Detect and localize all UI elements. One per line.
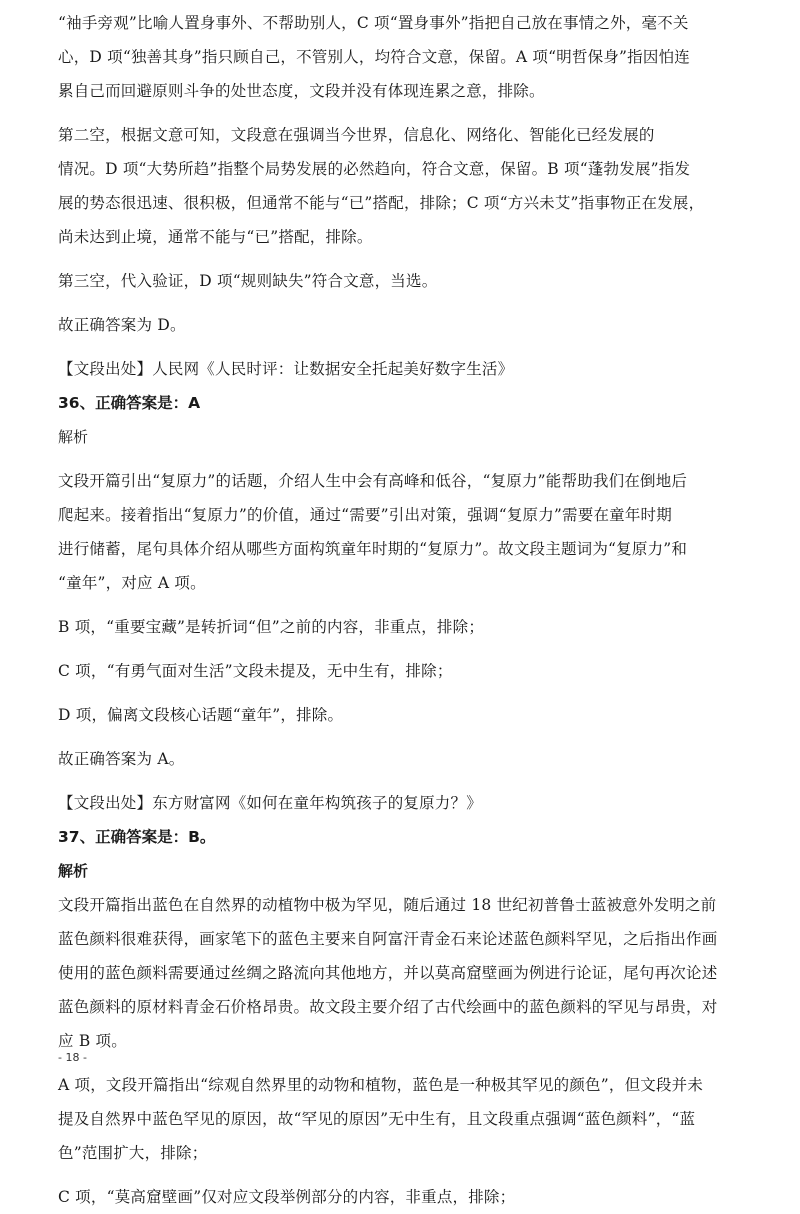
question-36-heading: 36、正确答案是：A — [58, 394, 201, 412]
text-line: 文段开篇指出蓝色在自然界的动植物中极为罕见，随后通过 18 世纪初普鲁士蓝被意外发明之前 — [58, 896, 717, 914]
question-36-option-d: D 项，偏离文段核心话题“童年”，排除。 — [58, 706, 344, 724]
source-35: 【文段出处】人民网《人民时评：让数据安全托起美好数字生活》 — [58, 360, 514, 378]
text-line: 情况。D 项“大势所趋”指整个局势发展的必然趋向，符合文意，保留。B 项“蓬勃发展”指发 — [58, 160, 691, 178]
question-37-analysis — [58, 888, 760, 1058]
page-number: - 18 - — [58, 1051, 87, 1064]
text-line: 应 B 项。 — [58, 1032, 127, 1050]
paragraph-second-blank-analysis — [58, 118, 760, 254]
question-37-option-a — [58, 1068, 760, 1170]
text-line: A 项，文段开篇指出“综观自然界里的动物和植物，蓝色是一种极其罕见的颜色”，但文段并未 — [58, 1076, 704, 1094]
text-line: “袖手旁观”比喻人置身事外、不帮助别人，C 项“置身事外”指把自己放在事情之外，毫不关 — [58, 14, 689, 32]
answer-35: 故正确答案为 D。 — [58, 316, 186, 334]
text-line: 第二空，根据文意可知，文段意在强调当今世界，信息化、网络化、智能化已经发展的 — [58, 126, 655, 144]
paragraph-first-blank-analysis — [58, 6, 760, 108]
text-line: 进行储蓄，尾句具体介绍从哪些方面构筑童年时期的“复原力”。故文段主题词为“复原力”和 — [58, 540, 688, 558]
answer-36: 故正确答案为 A。 — [58, 750, 185, 768]
text-line: “童年”，对应 A 项。 — [58, 574, 206, 592]
question-36-option-b: B 项，“重要宝藏”是转折词“但”之前的内容，非重点，排除； — [58, 618, 485, 636]
question-36-analysis-label: 解析 — [58, 428, 89, 446]
question-36-analysis — [58, 464, 760, 600]
text-line: 爬起来。接着指出“复原力”的价值，通过“需要”引出对策，强调“复原力”需要在童年时期 — [58, 506, 672, 524]
text-line: 文段开篇引出“复原力”的话题，介绍人生中会有高峰和低谷，“复原力”能帮助我们在倒地后 — [58, 472, 688, 490]
text-line: 色”范围扩大，排除； — [58, 1144, 208, 1162]
question-36-option-c: C 项，“有勇气面对生活”文段未提及，无中生有，排除； — [58, 662, 453, 680]
text-line: 累自己而回避原则斗争的处世态度，文段并没有体现连累之意，排除。 — [58, 82, 545, 100]
question-37-heading: 37、正确答案是：B。 — [58, 828, 216, 846]
text-line: 提及自然界中蓝色罕见的原因，故“罕见的原因”无中生有，且文段重点强调“蓝色颜料”，“蓝 — [58, 1110, 696, 1128]
question-37-analysis-label: 解析 — [58, 862, 89, 880]
question-37-option-c: C 项，“莫高窟壁画”仅对应文段举例部分的内容，非重点，排除； — [58, 1188, 516, 1206]
source-36: 【文段出处】东方财富网《如何在童年构筑孩子的复原力？》 — [58, 794, 482, 812]
text-line: 展的势态很迅速、很积极，但通常不能与“已”搭配，排除；C 项“方兴未艾”指事物正在发展， — [58, 194, 705, 212]
text-line: 使用的蓝色颜料需要通过丝绸之路流向其他地方，并以莫高窟壁画为例进行论证，尾句再次论述 — [58, 964, 718, 982]
text-line: 蓝色颜料很难获得，画家笔下的蓝色主要来自阿富汗青金石来论述蓝色颜料罕见，之后指出作画 — [58, 930, 718, 948]
text-line: 尚未达到止境，通常不能与“已”搭配，排除。 — [58, 228, 373, 246]
text-line: 心，D 项“独善其身”指只顾自己，不管别人，均符合文意，保留。A 项“明哲保身”指因怕连 — [58, 48, 690, 66]
text-line: 蓝色颜料的原材料青金石价格昂贵。故文段主要介绍了古代绘画中的蓝色颜料的罕见与昂贵，对 — [58, 998, 718, 1016]
paragraph-third-blank-analysis: 第三空，代入验证，D 项“规则缺失”符合文意，当选。 — [58, 272, 438, 290]
